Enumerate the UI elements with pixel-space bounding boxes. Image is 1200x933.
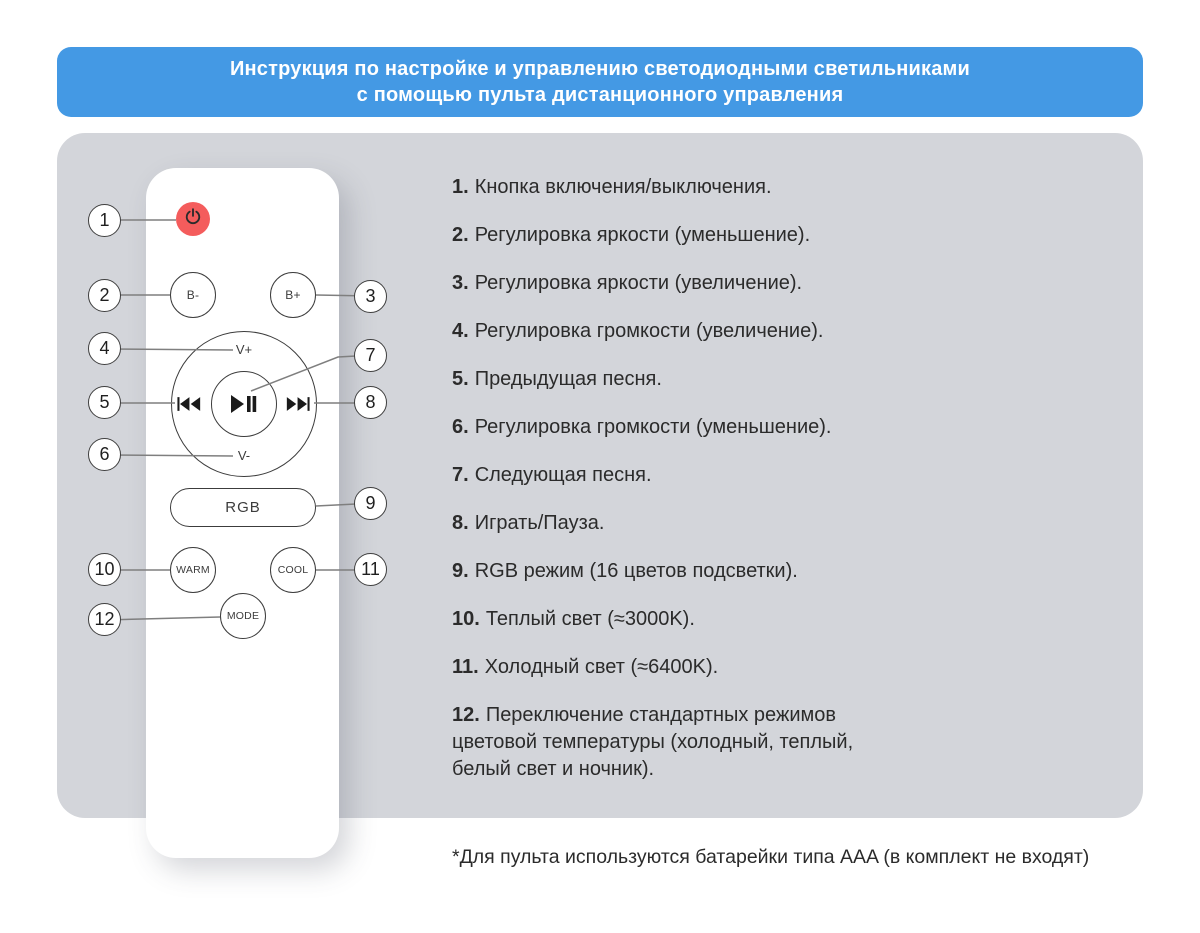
legend-item-text: Регулировка яркости (увеличение).	[474, 272, 803, 294]
legend-item-text: Переключение стандартных режимов цветовой температуры (холодный, теплый, белый свет и ночник).	[452, 704, 854, 780]
legend-item-text: RGB режим (16 цветов подсветки).	[474, 560, 798, 582]
legend-item-number: 8.	[452, 512, 469, 534]
legend-item-number: 6.	[452, 416, 469, 438]
legend-item-text: Теплый свет (≈3000K).	[485, 608, 695, 630]
legend-item-text: Кнопка включения/выключения.	[474, 176, 772, 198]
legend-item-number: 4.	[452, 320, 469, 342]
legend-item-number: 12.	[452, 704, 480, 726]
legend-item-12	[452, 702, 914, 783]
legend-list	[452, 174, 1117, 804]
legend-item-6	[452, 414, 1117, 441]
legend-item-8	[452, 510, 1117, 537]
warm-label: WARM	[176, 564, 210, 576]
cool-light-button	[270, 547, 316, 593]
warm-light-button	[170, 547, 216, 593]
play-pause-icon	[231, 395, 257, 418]
brightness-down-button	[170, 272, 216, 318]
legend-item-number: 1.	[452, 176, 469, 198]
legend-item-number: 11.	[452, 656, 479, 678]
legend-item-text: Следующая песня.	[474, 464, 652, 486]
legend-item-9	[452, 558, 1117, 585]
legend-item-5	[452, 366, 1117, 393]
callout-11: 11	[354, 553, 387, 586]
title-banner	[57, 47, 1143, 117]
legend-item-number: 7.	[452, 464, 469, 486]
brightness-up-button	[270, 272, 316, 318]
legend-item-number: 9.	[452, 560, 469, 582]
legend-item-number: 10.	[452, 608, 480, 630]
callout-7: 7	[354, 339, 387, 372]
callout-4: 4	[88, 332, 121, 365]
power-button	[176, 202, 210, 236]
remote-control-illustration	[146, 168, 339, 858]
next-track-icon	[286, 397, 310, 416]
callout-2: 2	[88, 279, 121, 312]
legend-item-text: Холодный свет (≈6400K).	[484, 656, 719, 678]
legend-item-2	[452, 222, 1117, 249]
previous-track-icon	[177, 397, 201, 416]
legend-item-3	[452, 270, 1117, 297]
callout-10: 10	[88, 553, 121, 586]
legend-item-number: 2.	[452, 224, 469, 246]
power-icon	[183, 207, 203, 232]
callout-1: 1	[88, 204, 121, 237]
callout-6: 6	[88, 438, 121, 471]
legend-item-text: Играть/Пауза.	[474, 512, 605, 534]
rgb-button	[170, 488, 316, 527]
legend-item-10	[452, 606, 1117, 633]
brightness-up-label: B+	[285, 288, 301, 302]
brightness-down-label: B-	[186, 288, 200, 302]
legend-item-1	[452, 174, 1117, 201]
callout-9: 9	[354, 487, 387, 520]
callout-5: 5	[88, 386, 121, 419]
legend-item-11	[452, 654, 1117, 681]
legend-item-text: Регулировка громкости (уменьшение).	[474, 416, 832, 438]
title-line-1: Инструкция по настройке и управлению светодиодными светильниками	[229, 58, 971, 80]
legend-item-text: Регулировка громкости (увеличение).	[474, 320, 824, 342]
mode-button	[220, 593, 266, 639]
mode-label: MODE	[226, 610, 260, 622]
battery-footnote: *Для пульта используются батарейки типа AAA (в комплект не входят)	[452, 846, 1090, 868]
title-line-2: с помощью пульта дистанционного управления	[356, 84, 844, 106]
cool-label: COOL	[277, 564, 309, 576]
callout-8: 8	[354, 386, 387, 419]
callout-12: 12	[88, 603, 121, 636]
volume-down-label: V-	[237, 448, 251, 463]
legend-item-text: Регулировка яркости (уменьшение).	[474, 224, 811, 246]
volume-up-label: V+	[235, 342, 253, 357]
legend-item-7	[452, 462, 1117, 489]
legend-item-4	[452, 318, 1117, 345]
legend-item-text: Предыдущая песня.	[474, 368, 662, 390]
rgb-label: RGB	[225, 499, 261, 516]
legend-item-number: 3.	[452, 272, 469, 294]
legend-item-number: 5.	[452, 368, 469, 390]
callout-3: 3	[354, 280, 387, 313]
